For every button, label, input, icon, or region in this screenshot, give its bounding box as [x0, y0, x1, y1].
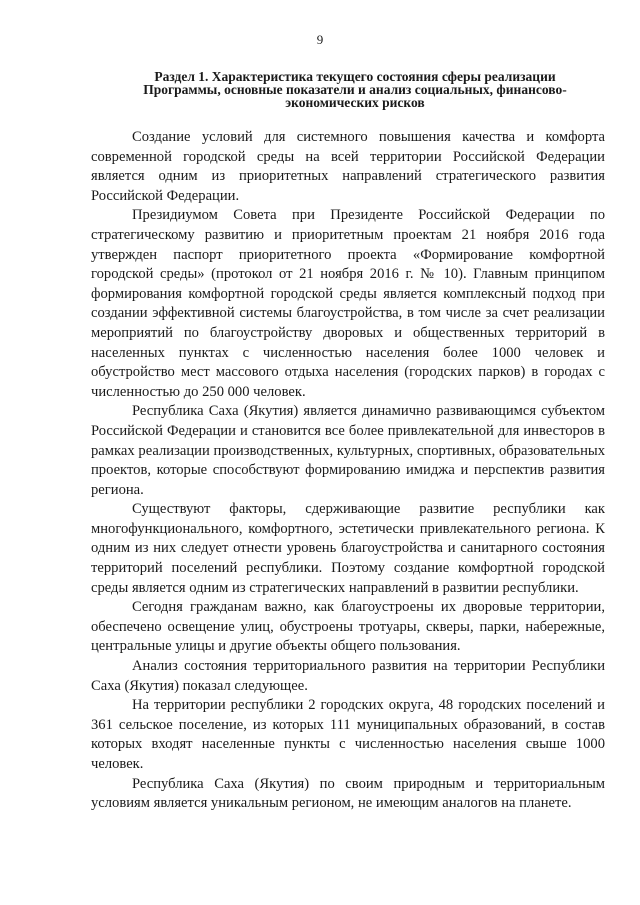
paragraph: Республика Саха (Якутия) является динамично развивающимся субъектом Российской Федерации и становится все более привлекательной для инвесторов в рамках реализации производственных, культурных, спортивных, образовательных проектов, которые способствуют формированию имиджа и перспектив развития региона.	[91, 403, 605, 498]
section-title-line: Раздел 1. Характеристика текущего состояния сферы реализации	[154, 69, 556, 84]
body-text	[91, 128, 605, 814]
paragraph: На территории республики 2 городских округа, 48 городских поселений и 361 сельское поселение, из которых 111 муниципальных образований, в состав которых входят населенные пункты с численностью населения свыше 1000 человек.	[91, 697, 605, 772]
paragraph: Существуют факторы, сдерживающие развитие республики как многофункционального, комфортного, эстетически привлекательного региона. К одним из них следует отнести уровень благоустройства и санитарного состояния территорий поселений республики. Поэтому создание комфортной городской среды является одним из стратегических направлений в развитии республики.	[91, 501, 605, 596]
paragraph: Президиумом Совета при Президенте Российской Федерации по стратегическому развитию и приоритетным проектам 21 ноября 2016 года утвержден паспорт приоритетного проекта «Формирование комфортной городской среды» (протокол от 21 ноября 2016 г. № 10). Главным принципом формирования комфортной городской среды является комплексный подход при создании эффективной системы благоустройства, в том числе за счет реализации мероприятий по благоустройству дворовых и общественных территорий в населенных пунктах с численностью населения более 1000 человек и обустройство мест массового отдыха населения (городских парков) в городах с численностью до 250 000 человек.	[91, 207, 605, 400]
section-title-line: Программы, основные показатели и анализ социальных, финансово-	[143, 82, 567, 97]
paragraph: Анализ состояния территориального развития на территории Республики Саха (Якутия) показал следующее.	[91, 658, 605, 694]
section-title-line: экономических рисков	[285, 95, 425, 110]
section-title	[100, 70, 610, 109]
paragraph: Сегодня гражданам важно, как благоустроены их дворовые территории, обеспечено освещение улиц, обустроены тротуары, скверы, парки, набережные, центральные улицы и другие объекты общего пользования.	[91, 599, 605, 655]
paragraph: Создание условий для системного повышения качества и комфорта современной городской среды на всей территории Российской Федерации является одним из приоритетных направлений стратегического развития Российской Федерации.	[91, 129, 605, 204]
page-number: 9	[316, 32, 324, 47]
paragraph: Республика Саха (Якутия) по своим природным и территориальным условиям является уникальным регионом, не имеющим аналогов на планете.	[91, 775, 605, 812]
